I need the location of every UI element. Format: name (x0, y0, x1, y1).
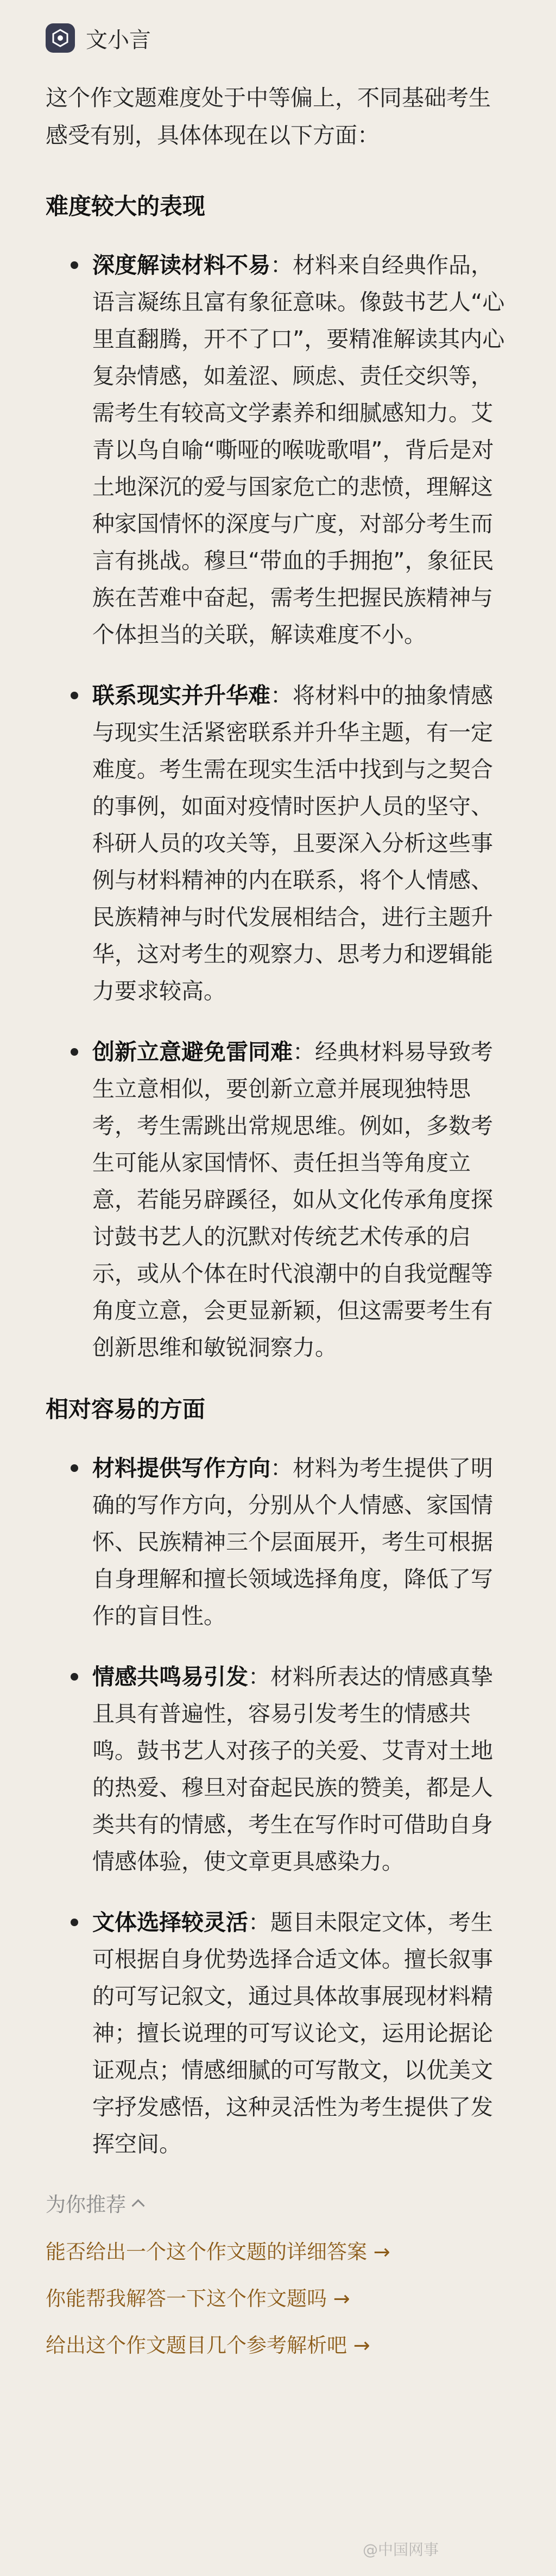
recommendation-link[interactable]: 给出这个作文题目几个参考解析吧 → (46, 2334, 370, 2357)
item-text: ：经典材料易导致考生立意相似，要创新立意并展现独特思考，考生需跳出常规思维。例如，多数考生可能从家国情怀、责任担当等角度立意，若能另辟蹊径，如从文化传承角度探讨鼓书艺人的沉默对传统艺术传承的启示，或从个体在时代浪潮中的自我觉醒等角度立意，会更显新颖，但这需要考生有创新思维和敏锐洞察力。 (92, 1039, 493, 1361)
item-title: 情感共鸣易引发 (92, 1664, 248, 1690)
recommendations-toggle[interactable] (46, 2186, 510, 2219)
list-item (92, 247, 510, 653)
section-title-easy: 相对容易的方面 (46, 1396, 206, 1422)
item-title: 文体选择较灵活 (92, 1909, 248, 1935)
app-name: 文小言 (86, 27, 151, 53)
item-title: 材料提供写作方向 (92, 1455, 270, 1481)
list-item (92, 1904, 510, 2163)
item-text: ：材料为考生提供了明确的写作方向，分别从个人情感、家国情怀、民族精神三个层面展开，考生可根据自身理解和擅长领域选择角度，降低了写作的盲目性。 (92, 1455, 493, 1629)
item-title: 联系现实并升华难 (92, 682, 270, 709)
chevron-up-icon (131, 2199, 144, 2212)
item-text: ：将材料中的抽象情感与现实生活紧密联系并升华主题，有一定难度。考生需在现实生活中找到与之契合的事例，如面对疫情时医护人员的坚守、科研人员的攻关等，且要深入分析这些事例与材料精神的内在联系，将个人情感、民族精神与时代发展相结合，进行主题升华，这对考生的观察力、思考力和逻辑能力要求较高。 (92, 682, 493, 1004)
list-item (92, 1450, 510, 1634)
intro-paragraph: 这个作文题难度处于中等偏上，不同基础考生感受有别，具体体现在以下方面： (46, 85, 491, 148)
assistant-header (46, 15, 510, 61)
list-item (92, 1033, 510, 1366)
recommendation-link[interactable]: 能否给出一个这个作文题的详细答案 → (46, 2240, 390, 2264)
item-text: ：材料所表达的情感真挚且具有普遍性，容易引发考生的情感共鸣。鼓书艺人对孩子的关爱、艾青对土地的热爱、穆旦对奋起民族的赞美，都是人类共有的情感，考生在写作时可借助自身情感体验，使文章更具感染力。 (92, 1664, 493, 1875)
item-title: 创新立意避免雷同难 (92, 1039, 293, 1065)
easy-list (46, 1450, 510, 2163)
section-title-difficult: 难度较大的表现 (46, 193, 206, 220)
item-title: 深度解读材料不易 (92, 252, 270, 278)
item-text: ：题目未限定文体，考生可根据自身优势选择合适文体。擅长叙事的可写记叙文，通过具体故事展现材料精神；擅长说理的可写议论文，运用论据论证观点；情感细腻的可写散文，以优美文字抒发感悟，这种灵活性为考生提供了发挥空间。 (92, 1909, 493, 2157)
recommendation-link[interactable]: 你能帮我解答一下这个作文题吗 → (46, 2287, 350, 2310)
list-item (92, 677, 510, 1010)
list-item (92, 1658, 510, 1880)
difficult-list (46, 247, 510, 1366)
item-text: ：材料来自经典作品，语言凝练且富有象征意味。像鼓书艺人“心里直翻腾，开不了口”，要精准解读其内心复杂情感，如羞涩、顾虑、责任交织等，需考生有较高文学素养和细腻感知力。艾青以鸟自喻“嘶哑的喉咙歌唱”，背后是对土地深沉的爱与国家危亡的悲愤，理解这种家国情怀的深度与广度，对部分考生而言有挑战。穆旦“带血的手拥抱”，象征民族在苦难中奋起，需考生把握民族精神与个体担当的关联，解读难度不小。 (92, 252, 505, 648)
recommendations-label: 为你推荐 (46, 2193, 126, 2216)
wenxiaoyan-logo-icon (46, 23, 75, 53)
watermark: @中国网事 (362, 2541, 439, 2559)
